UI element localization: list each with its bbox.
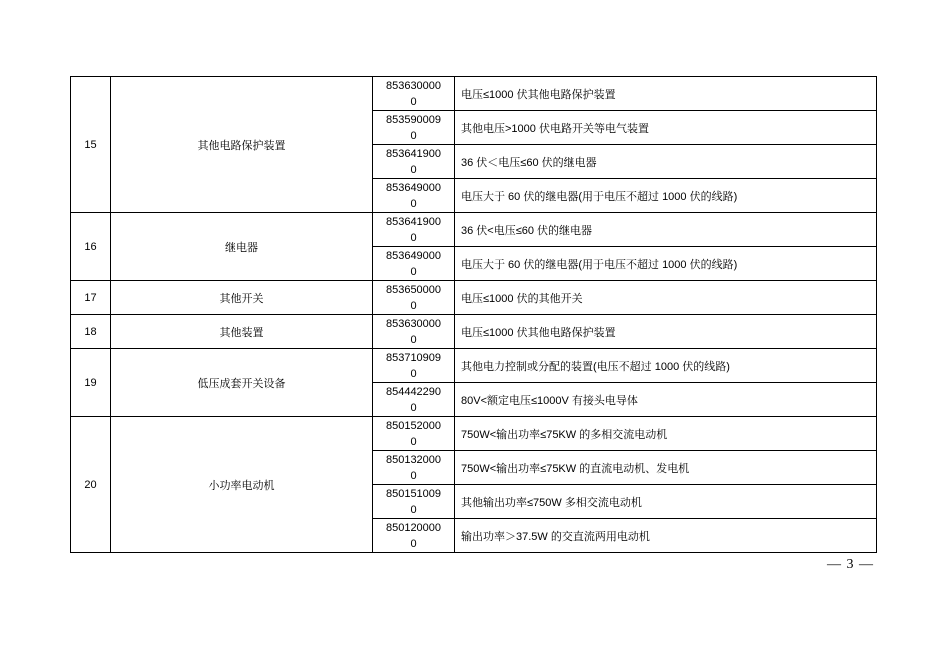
hs-code (373, 417, 455, 451)
hs-code (373, 315, 455, 349)
item-description: 电压≤1000 伏其他电路保护装置 (455, 315, 877, 349)
product-name: 其他装置 (111, 315, 373, 349)
item-description: 750W<输出功率≤75KW 的直流电动机、发电机 (455, 451, 877, 485)
hs-code-line-1: 853590009 (385, 113, 442, 126)
hs-code (373, 383, 455, 417)
hs-code (373, 349, 455, 383)
product-catalog-table (70, 76, 877, 553)
row-number: 15 (71, 77, 111, 213)
hs-code-line-1: 850152000 (385, 419, 442, 432)
item-description: 输出功率＞37.5W 的交直流两用电动机 (455, 519, 877, 553)
hs-code-line-1: 853710909 (385, 351, 442, 364)
hs-code-line-2: 0 (410, 469, 417, 482)
hs-code (373, 247, 455, 281)
hs-code-line-2: 0 (410, 401, 417, 414)
hs-code-line-2: 0 (410, 129, 417, 142)
hs-code-line-2: 0 (410, 299, 417, 312)
hs-code-line-1: 853641900 (385, 147, 442, 160)
hs-code (373, 281, 455, 315)
table-row (71, 77, 877, 111)
hs-code-line-2: 0 (410, 435, 417, 448)
hs-code-line-2: 0 (410, 231, 417, 244)
row-number: 16 (71, 213, 111, 281)
hs-code (373, 77, 455, 111)
product-name: 其他开关 (111, 281, 373, 315)
hs-code-line-2: 0 (410, 197, 417, 210)
table-row (71, 213, 877, 247)
item-description: 电压大于 60 伏的继电器(用于电压不超过 1000 伏的线路) (455, 247, 877, 281)
hs-code (373, 519, 455, 553)
row-number: 17 (71, 281, 111, 315)
product-name: 继电器 (111, 213, 373, 281)
hs-code-line-1: 853641900 (385, 215, 442, 228)
product-name: 其他电路保护装置 (111, 77, 373, 213)
row-number: 20 (71, 417, 111, 553)
hs-code-line-2: 0 (410, 95, 417, 108)
hs-code-line-2: 0 (410, 163, 417, 176)
hs-code-line-2: 0 (410, 537, 417, 550)
hs-code-line-1: 853630000 (385, 317, 442, 330)
item-description: 电压≤1000 伏其他电路保护装置 (455, 77, 877, 111)
item-description: 36 伏<电压≤60 伏的继电器 (455, 213, 877, 247)
product-name: 小功率电动机 (111, 417, 373, 553)
hs-code-line-1: 853649000 (385, 249, 442, 262)
row-number: 18 (71, 315, 111, 349)
hs-code-line-2: 0 (410, 503, 417, 516)
hs-code (373, 213, 455, 247)
item-description: 750W<输出功率≤75KW 的多相交流电动机 (455, 417, 877, 451)
table-row (71, 417, 877, 451)
hs-code-line-1: 850151009 (385, 487, 442, 500)
item-description: 其他电压>1000 伏电路开关等电气装置 (455, 111, 877, 145)
item-description: 电压大于 60 伏的继电器(用于电压不超过 1000 伏的线路) (455, 179, 877, 213)
hs-code-line-1: 854442290 (385, 385, 442, 398)
hs-code (373, 179, 455, 213)
item-description: 其他电力控制或分配的装置(电压不超过 1000 伏的线路) (455, 349, 877, 383)
hs-code-line-1: 850120000 (385, 521, 442, 534)
item-description: 36 伏＜电压≤60 伏的继电器 (455, 145, 877, 179)
hs-code-line-1: 853630000 (385, 79, 442, 92)
item-description: 其他输出功率≤750W 多相交流电动机 (455, 485, 877, 519)
hs-code-line-1: 850132000 (385, 453, 442, 466)
hs-code-line-1: 853650000 (385, 283, 442, 296)
hs-code-line-2: 0 (410, 333, 417, 346)
hs-code-line-1: 853649000 (385, 181, 442, 194)
table-row (71, 281, 877, 315)
row-number: 19 (71, 349, 111, 417)
hs-code-line-2: 0 (410, 265, 417, 278)
hs-code (373, 111, 455, 145)
catalog-body (71, 77, 877, 553)
product-name: 低压成套开关设备 (111, 349, 373, 417)
hs-code (373, 485, 455, 519)
item-description: 电压≤1000 伏的其他开关 (455, 281, 877, 315)
page-number: — 3 — (827, 557, 874, 572)
hs-code-line-2: 0 (410, 367, 417, 380)
table-row (71, 349, 877, 383)
item-description: 80V<额定电压≤1000V 有接头电导体 (455, 383, 877, 417)
hs-code (373, 145, 455, 179)
table-row (71, 315, 877, 349)
hs-code (373, 451, 455, 485)
